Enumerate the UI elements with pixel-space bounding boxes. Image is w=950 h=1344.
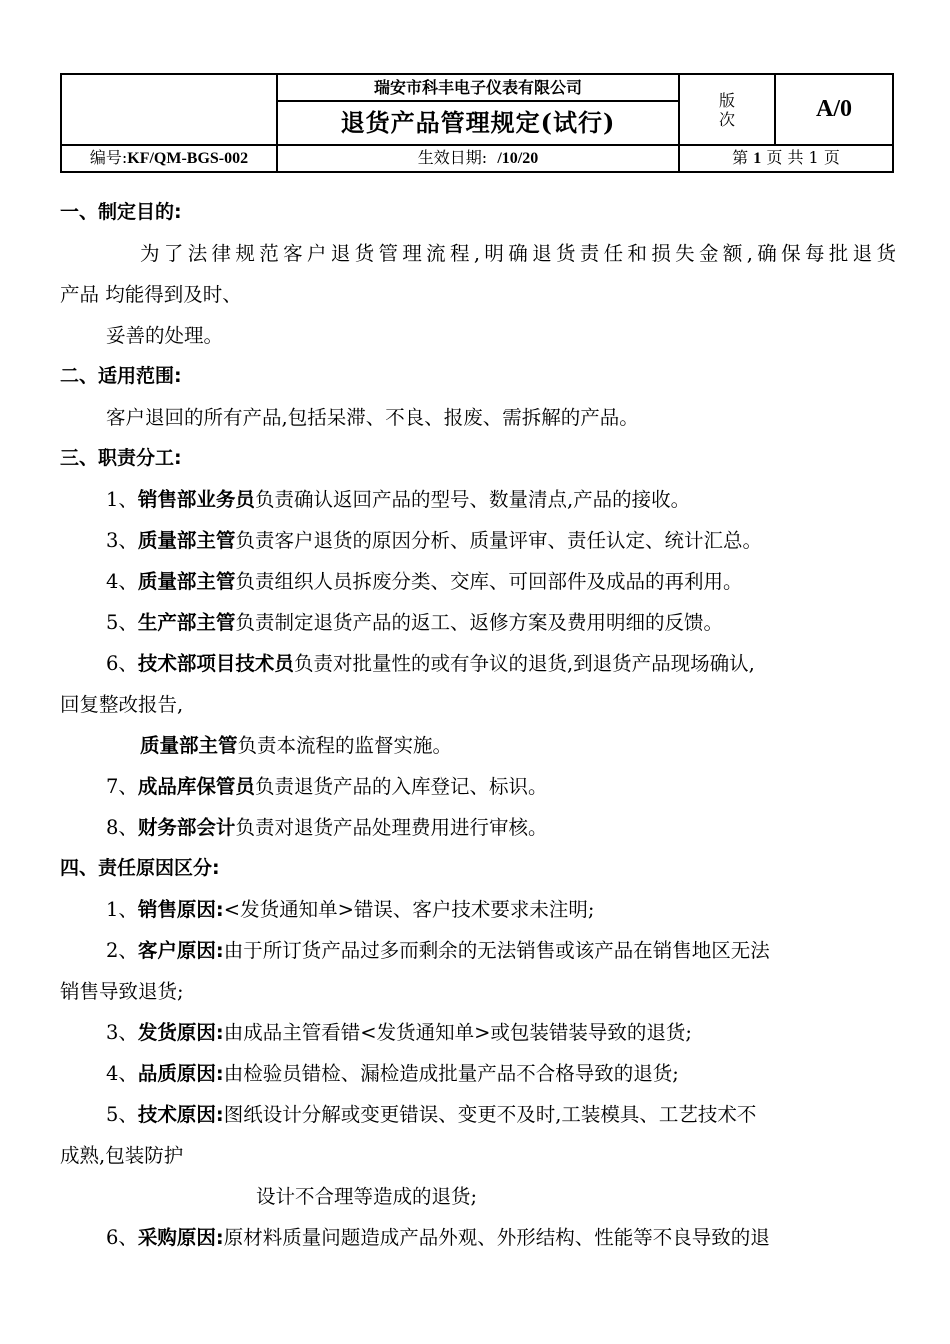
section-heading-duties: 三、职责分工: bbox=[60, 447, 182, 469]
duty-role: 技术部项目技术员 bbox=[137, 652, 294, 675]
cause-item bbox=[60, 1012, 896, 1053]
header-title-cell bbox=[277, 74, 679, 145]
section-heading-causes: 四、责任原因区分: bbox=[60, 857, 220, 879]
cause-type: 品质原因: bbox=[137, 1062, 224, 1085]
duty-item bbox=[60, 602, 896, 643]
duty-item bbox=[60, 807, 896, 848]
cause-item bbox=[60, 1053, 896, 1094]
document-title: 退货产品管理规定(试行) bbox=[340, 108, 616, 137]
cause-item bbox=[60, 930, 896, 971]
duty-num: 5、 bbox=[106, 611, 138, 634]
cause-num: 6、 bbox=[106, 1226, 138, 1249]
cause-num: 3、 bbox=[106, 1021, 138, 1044]
duty-item bbox=[60, 520, 896, 561]
version-label-2: 次 bbox=[718, 109, 735, 129]
cause-type: 客户原因: bbox=[137, 939, 224, 962]
company-name: 瑞安市科丰电子仪表有限公司 bbox=[278, 75, 678, 102]
cause-type: 采购原因: bbox=[137, 1226, 224, 1249]
duty-text: 负责确认返回产品的型号、数量清点,产品的接收。 bbox=[254, 488, 691, 511]
cause-text: 原材料质量问题造成产品外观、外形结构、性能等不良导致的退 bbox=[223, 1226, 770, 1249]
code-value: KF/QM-BGS-002 bbox=[127, 150, 249, 167]
cause-type: 技术原因: bbox=[137, 1103, 224, 1126]
duty-num: 6、 bbox=[106, 652, 138, 675]
effective-label: 生效日期: bbox=[417, 148, 488, 167]
cause-num: 4、 bbox=[106, 1062, 138, 1085]
cause-text: <发货通知单>错误、客户技术要求未注明; bbox=[223, 898, 595, 921]
duty-text: 负责对退货产品处理费用进行审核。 bbox=[235, 816, 548, 839]
section-heading-scope: 二、适用范围: bbox=[60, 365, 182, 387]
cause-text: 由成品主管看错<发货通知单>或包装错装导致的退货; bbox=[223, 1021, 692, 1044]
page-total: 1 bbox=[808, 148, 819, 167]
version-value: A/0 bbox=[775, 74, 893, 145]
duty-item bbox=[60, 643, 896, 684]
duty-num: 1、 bbox=[106, 488, 138, 511]
purpose-line-3: 妥善的处理。 bbox=[106, 324, 224, 347]
cause-text: 由于所订货产品过多而剩余的无法销售或该产品在销售地区无法 bbox=[223, 939, 770, 962]
page-mid: 页 共 bbox=[766, 148, 804, 167]
duty-text: 负责组织人员拆废分类、交库、可回部件及成品的再利用。 bbox=[235, 570, 743, 593]
cause-text: 图纸设计分解或变更错误、变更不及时,工装模具、工艺技术不 bbox=[223, 1103, 757, 1126]
document-header bbox=[60, 73, 894, 173]
duty-role: 生产部主管 bbox=[137, 611, 236, 634]
duty-item bbox=[60, 725, 896, 766]
cause-item bbox=[60, 1217, 896, 1258]
page-number: 1 bbox=[753, 150, 762, 167]
cause-item bbox=[60, 1094, 896, 1135]
document-code bbox=[61, 145, 277, 172]
header-blank-cell bbox=[61, 74, 277, 145]
effective-value: /10/20 bbox=[497, 150, 539, 167]
cause-type: 销售原因: bbox=[137, 898, 224, 921]
cause-num: 2、 bbox=[106, 939, 138, 962]
duty-text: 负责本流程的监督实施。 bbox=[237, 734, 453, 757]
purpose-line-2: 产品 均能得到及时、 bbox=[60, 283, 242, 306]
document-body bbox=[60, 192, 896, 1258]
duty-role: 财务部会计 bbox=[137, 816, 236, 839]
duty-role: 成品库保管员 bbox=[137, 775, 255, 798]
cause-continuation-2: 设计不合理等造成的退货; bbox=[256, 1185, 478, 1208]
duty-num: 7、 bbox=[106, 775, 138, 798]
cause-text: 由检验员错检、漏检造成批量产品不合格导致的退货; bbox=[223, 1062, 679, 1085]
duty-num: 8、 bbox=[106, 816, 138, 839]
effective-date bbox=[277, 145, 679, 172]
duty-role: 质量部主管 bbox=[140, 734, 238, 757]
version-label-cell bbox=[679, 74, 775, 145]
duty-item bbox=[60, 766, 896, 807]
cause-continuation: 销售导致退货; bbox=[60, 980, 184, 1003]
version-label-1: 版 bbox=[718, 90, 735, 110]
scope-line-1: 客户退回的所有产品,包括呆滞、不良、报废、需拆解的产品。 bbox=[106, 406, 639, 429]
cause-type: 发货原因: bbox=[137, 1021, 224, 1044]
code-prefix: 编号: bbox=[89, 148, 128, 167]
purpose-line-1: 为了法律规范客户退货管理流程,明确退货责任和损失金额,确保每批退货 bbox=[140, 242, 896, 265]
duty-text: 负责退货产品的入库登记、标识。 bbox=[254, 775, 548, 798]
cause-continuation: 成熟,包装防护 bbox=[60, 1144, 184, 1167]
duty-num: 3、 bbox=[106, 529, 138, 552]
duty-text: 负责对批量性的或有争议的退货,到退货产品现场确认, bbox=[293, 652, 755, 675]
duty-continuation: 回复整改报告, bbox=[60, 693, 184, 716]
duty-item bbox=[60, 561, 896, 602]
duty-text: 负责制定退货产品的返工、返修方案及费用明细的反馈。 bbox=[235, 611, 723, 634]
cause-item bbox=[60, 889, 896, 930]
duty-role: 质量部主管 bbox=[137, 570, 236, 593]
cause-num: 5、 bbox=[106, 1103, 138, 1126]
duty-item bbox=[60, 479, 896, 520]
duty-role: 销售部业务员 bbox=[137, 488, 255, 511]
cause-num: 1、 bbox=[106, 898, 138, 921]
duty-num: 4、 bbox=[106, 570, 138, 593]
page-suffix: 页 bbox=[823, 148, 840, 167]
section-heading-purpose: 一、制定目的: bbox=[60, 201, 182, 223]
page-info bbox=[679, 145, 893, 172]
duty-role: 质量部主管 bbox=[137, 529, 236, 552]
duty-text: 负责客户退货的原因分析、质量评审、责任认定、统计汇总。 bbox=[235, 529, 762, 552]
page-prefix: 第 bbox=[732, 148, 749, 167]
